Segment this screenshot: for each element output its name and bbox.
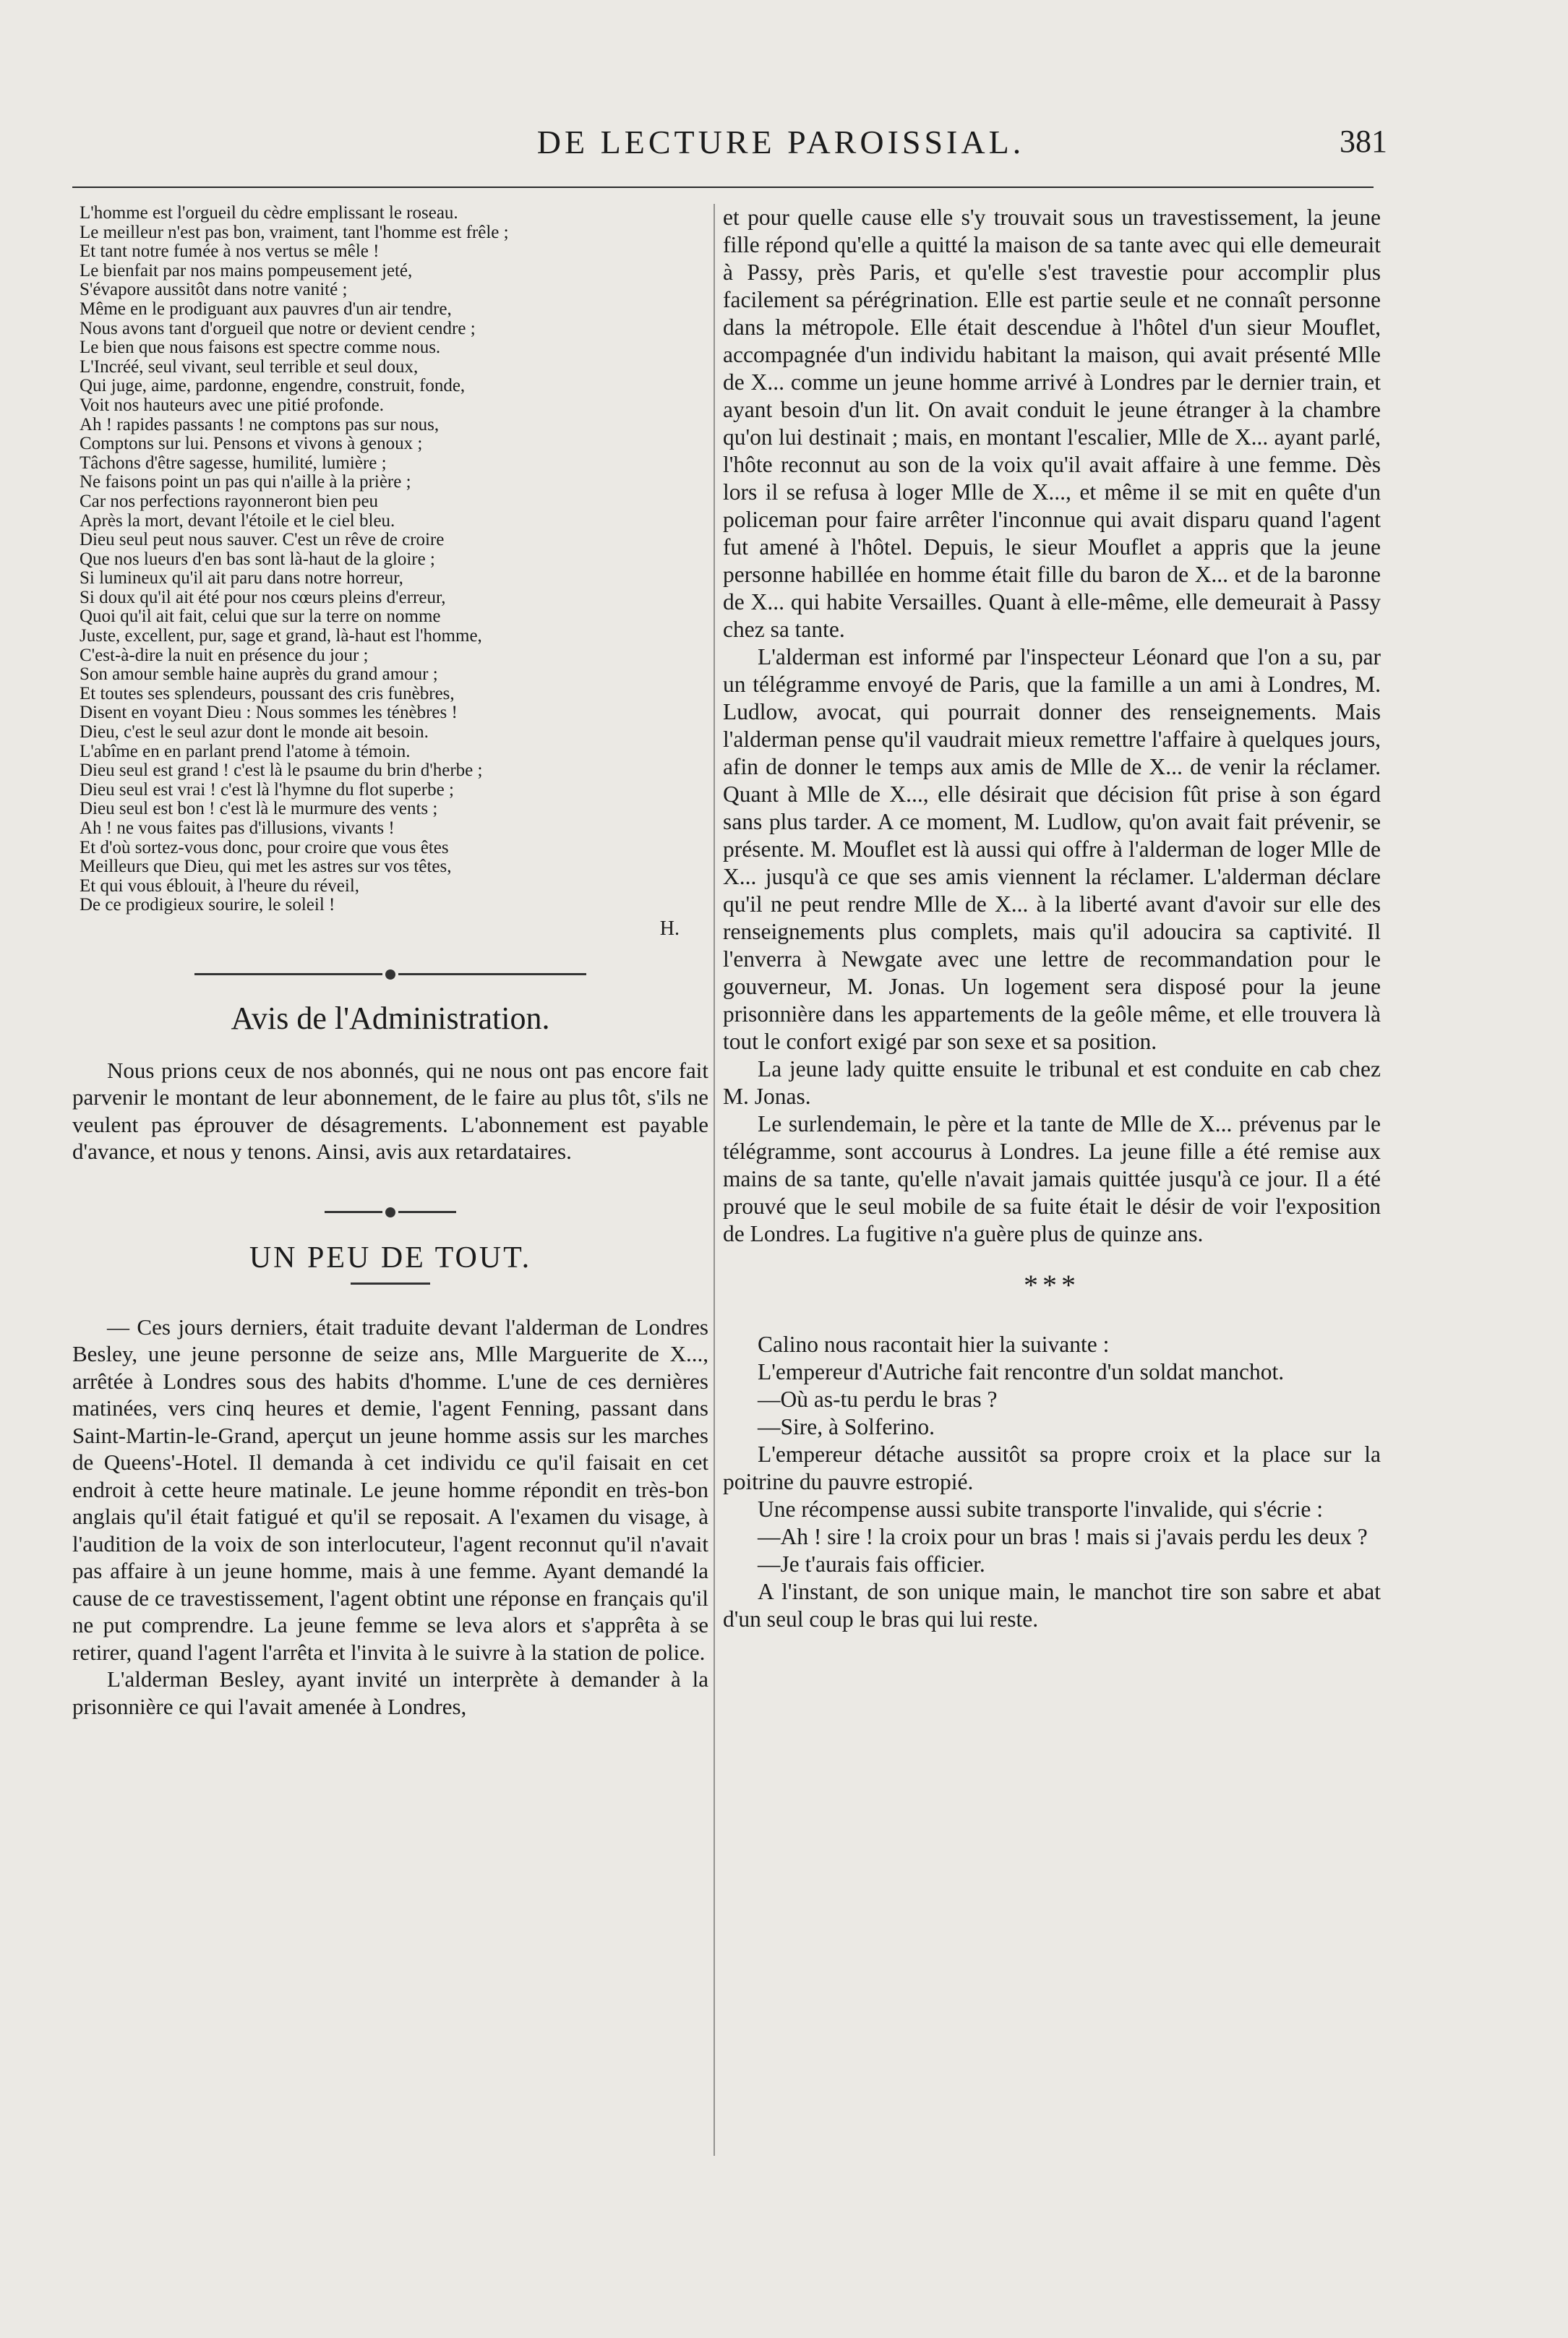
- poem-line: Tâchons d'être sagesse, humilité, lumière ;: [80, 453, 387, 473]
- poem-signature: H.: [659, 917, 680, 940]
- poem-line: Ah ! ne vous faites pas d'illusions, vivants !: [80, 818, 395, 838]
- poem-line: L'abîme en en parlant prend l'atome à témoin.: [80, 741, 411, 761]
- avis-text: Nous prions ceux de nos abonnés, qui ne nous ont pas encore fait parvenir le montant de leur abonnement, de le faire au plus tôt, s'ils ne veulent pas éprouver de désagrements. L'abonnement est payable d'avance, et nous y tenons. Ainsi, avis aux retardataires.: [72, 1057, 708, 1165]
- header-rule: [72, 187, 1374, 188]
- poem-line: Qui juge, aime, pardonne, engendre, construit, fonde,: [80, 376, 466, 396]
- anecdote: [723, 1331, 1381, 1633]
- separator-dot: [385, 1207, 395, 1217]
- poem-line: Disent en voyant Dieu : Nous sommes les ténèbres !: [80, 703, 458, 723]
- running-header: [0, 123, 1568, 188]
- article-paragraph-surlendemain: Le surlendemain, le père et la tante de Mlle de X... prévenus par le télégramme, sont accourus à Londres. La jeune fille a été remise aux mains de sa tante, qu'elle n'avait jamais quittée jusqu'à ce jour. Il a été prouvé que le seul mobile de sa fuite était le désir de voir l'exposition de Londres. La fugitive n'a guère plus de quinze ans.: [723, 1111, 1381, 1246]
- poem-line: Même en le prodiguant aux pauvres d'un air tendre,: [80, 299, 452, 319]
- poem-line: Le bienfait par nos mains pompeusement jeté,: [80, 260, 413, 281]
- article-paragraph-2: L'alderman Besley, ayant invité un interprète à demander à la prisonnière ce qui l'avait amenée à Londres,: [72, 1666, 708, 1719]
- poem-line: Dieu seul est grand ! c'est là le psaume du brin d'herbe ;: [80, 761, 483, 781]
- separator-bar: [398, 1211, 456, 1213]
- right-column: [723, 204, 1381, 1633]
- poem-line: Et toutes ses splendeurs, poussant des cris funèbres,: [80, 683, 455, 703]
- poem-line: Si lumineux qu'il ait paru dans notre horreur,: [80, 568, 403, 588]
- avis-title: Avis de l'Administration.: [231, 1000, 550, 1036]
- poem-line: Que nos lueurs d'en bas sont là-haut de la gloire ;: [80, 549, 435, 569]
- poem-line: Si doux qu'il ait été pour nos cœurs pleins d'erreur,: [80, 587, 446, 607]
- separator-dot: [385, 969, 395, 980]
- poem-line: Dieu seul est vrai ! c'est là l'hymne du flot superbe ;: [80, 779, 454, 800]
- running-title: DE LECTURE PAROISSIAL.: [536, 124, 1025, 160]
- poem-line: Quoi qu'il ait fait, celui que sur la terre on nomme: [80, 607, 441, 627]
- poem-line: Dieu, c'est le seul azur dont le monde ait besoin.: [80, 722, 429, 742]
- poem-line: Le bien que nous faisons est spectre comme nous.: [80, 338, 441, 358]
- left-column: [72, 204, 708, 1720]
- anecdote-line: A l'instant, de son unique main, le manchot tire son sabre et abat d'un seul coup le bras qui lui reste.: [723, 1579, 1381, 1632]
- poem-line: S'évapore aussitôt dans notre vanité ;: [80, 280, 348, 300]
- asterism: ***: [1024, 1269, 1080, 1301]
- poem-line: Et qui vous éblouit, à l'heure du réveil,: [80, 875, 360, 896]
- poem-line: Dieu seul est bon ! c'est là le murmure des vents ;: [80, 799, 438, 819]
- article-paragraph-lady: La jeune lady quitte ensuite le tribunal et est conduite en cab chez M. Jonas.: [723, 1056, 1381, 1109]
- section-separator: [72, 1206, 708, 1219]
- poem-line: Car nos perfections rayonneront bien peu: [80, 491, 379, 511]
- poem: [72, 204, 708, 939]
- anecdote-line: —Sire, à Solferino.: [758, 1414, 935, 1439]
- poem-line: L'homme est l'orgueil du cèdre emplissant le roseau.: [80, 203, 458, 223]
- anecdote-line: L'empereur d'Autriche fait rencontre d'un soldat manchot.: [758, 1359, 1285, 1384]
- separator-bar: [325, 1211, 382, 1213]
- article-paragraph-alderman: L'alderman est informé par l'inspecteur Léonard que l'on a su, par un télégramme envoyé de Paris, que la famille a un ami à Londres, M. Ludlow, avocat, qui pourrait donner des renseignements. Mais l'alderman pense qu'il vaudrait mieux remettre l'affaire à quelques jours, afin de donner le temps aux amis de Mlle de X... de venir la réclamer. Quant à Mlle de X..., elle désirait que décision fût prise à son égard sans plus tarder. A ce moment, M. Ludlow, qu'on avait fait prévenir, se présente. M. Mouflet est là aussi qui offre à l'alderman de loger Mlle de X... jusqu'à ce que ses amis viennent la réclamer. L'alderman déclare qu'il ne peut rendre Mlle de X... à la liberté avant d'avoir sur elle des renseignements plus complets, mais qu'il adoucira sa captivité. Il l'enverra à Newgate avec une lettre de recommandation pour le gouverneur, M. Jonas. Un logement sera disposé pour la jeune prisonnière dans les appartements de la geôle même, et elle trouvera là tout le confort exigé par son sexe et sa position.: [723, 644, 1381, 1054]
- poem-line: Et tant notre fumée à nos vertus se mêle !: [80, 241, 380, 262]
- title-rule: [351, 1283, 430, 1285]
- anecdote-line: —Ah ! sire ! la croix pour un bras ! mais si j'avais perdu les deux ?: [758, 1524, 1368, 1549]
- anecdote-line: Calino nous racontait hier la suivante :: [758, 1332, 1110, 1357]
- anecdote-line: L'empereur détache aussitôt sa propre croix et la place sur la poitrine du pauvre estropié.: [723, 1442, 1381, 1494]
- page-number: 381: [1340, 124, 1387, 159]
- anecdote-line: —Je t'aurais fais officier.: [758, 1551, 985, 1577]
- section-separator: [72, 968, 708, 981]
- article-continuation: et pour quelle cause elle s'y trouvait sous un travestissement, la jeune fille répond qu'elle a quitté la maison de sa tante avec qui elle demeurait à Passy, près Paris, et qu'elle s'est travestie pour accomplir plus facilement sa pérégrination. Elle est partie seule et ne connaît personne dans la métropole. Elle était descendue à l'hôtel d'un sieur Mouflet, accompagnée d'un individu habitant la maison, qui avait présenté Mlle de X... comme un jeune homme arrivé à Londres par le dernier train, et ayant besoin d'un lit. On avait conduit le jeune étranger à la chambre qu'on lui destinait ; mais, en montant l'escalier, Mlle de X... ayant parlé, l'hôte reconnut au son de la voix qu'il avait affaire à une femme. Dès lors il se refusa à loger Mlle de X..., et même il se mit en quête d'un policeman pour faire arrêter l'inconnue qui avait disparu quand l'agent fut amené à l'hôtel. Depuis, le sieur Mouflet a appris que la jeune personne habillée en homme était fille du baron de X... et de la baronne de X... qui habite Versailles. Quant à elle-même, elle demeurait à Passy chez sa tante.: [723, 205, 1381, 642]
- poem-line: Ne faisons point un pas qui n'aille à la prière ;: [80, 472, 411, 492]
- poem-line: C'est-à-dire la nuit en présence du jour ;: [80, 645, 369, 665]
- poem-line: Nous avons tant d'orgueil que notre or devient cendre ;: [80, 318, 476, 338]
- anecdote-line: —Où as-tu perdu le bras ?: [758, 1387, 998, 1412]
- poem-lines: [72, 204, 708, 915]
- poem-line: De ce prodigieux sourire, le soleil !: [80, 895, 335, 915]
- poem-line: L'Incréé, seul vivant, seul terrible et seul doux,: [80, 356, 419, 377]
- poem-line: Et d'où sortez-vous donc, pour croire que vous êtes: [80, 837, 449, 857]
- anecdote-line: Une récompense aussi subite transporte l'invalide, qui s'écrie :: [758, 1496, 1323, 1522]
- separator-bar: [398, 973, 586, 975]
- article-paragraph-1: — Ces jours derniers, était traduite devant l'alderman de Londres Besley, une jeune personne de seize ans, Mlle Marguerite de X..., arrêtée à Londres sous des habits d'homme. L'une de ces dernières matinées, vers cinq heures et demie, l'agent Fenning, passant dans Saint-Martin-le-Grand, aperçut un jeune homme assis sur les marches de Queens'-Hotel. Il demanda à cet individu ce qu'il faisait en cet endroit à cette heure matinale. Le jeune homme répondit en très-bon anglais qu'il était fatigué et qu'il se reposait. A l'examen du visage, à l'audition de la voix de son interlocuteur, l'agent reconnut qu'il n'avait pas affaire à un jeune homme, mais à une femme. Ayant demandé la cause de ce travestissement, l'agent obtint une réponse en français qu'il ne put comprendre. La jeune femme se leva alors et s'apprêta à se retirer, quand l'agent l'arrêta et l'invita à le suivre à la station de police.: [72, 1314, 708, 1665]
- poem-line: Juste, excellent, pur, sage et grand, là-haut est l'homme,: [80, 626, 482, 646]
- poem-line: Meilleurs que Dieu, qui met les astres sur vos têtes,: [80, 857, 452, 877]
- column-divider: [714, 204, 715, 2156]
- un-peu-de-tout-title: UN PEU DE TOUT.: [249, 1241, 532, 1275]
- poem-line: Voit nos hauteurs avec une pitié profonde.: [80, 395, 384, 415]
- poem-line: Après la mort, devant l'étoile et le ciel bleu.: [80, 510, 395, 531]
- separator-bar: [194, 973, 382, 975]
- poem-line: Dieu seul peut nous sauver. C'est un rêve de croire: [80, 530, 445, 550]
- poem-line: Son amour semble haine auprès du grand amour ;: [80, 664, 438, 685]
- poem-line: Le meilleur n'est pas bon, vraiment, tant l'homme est frêle ;: [80, 222, 509, 242]
- poem-line: Comptons sur lui. Pensons et vivons à genoux ;: [80, 434, 423, 454]
- poem-line: Ah ! rapides passants ! ne comptons pas sur nous,: [80, 414, 440, 434]
